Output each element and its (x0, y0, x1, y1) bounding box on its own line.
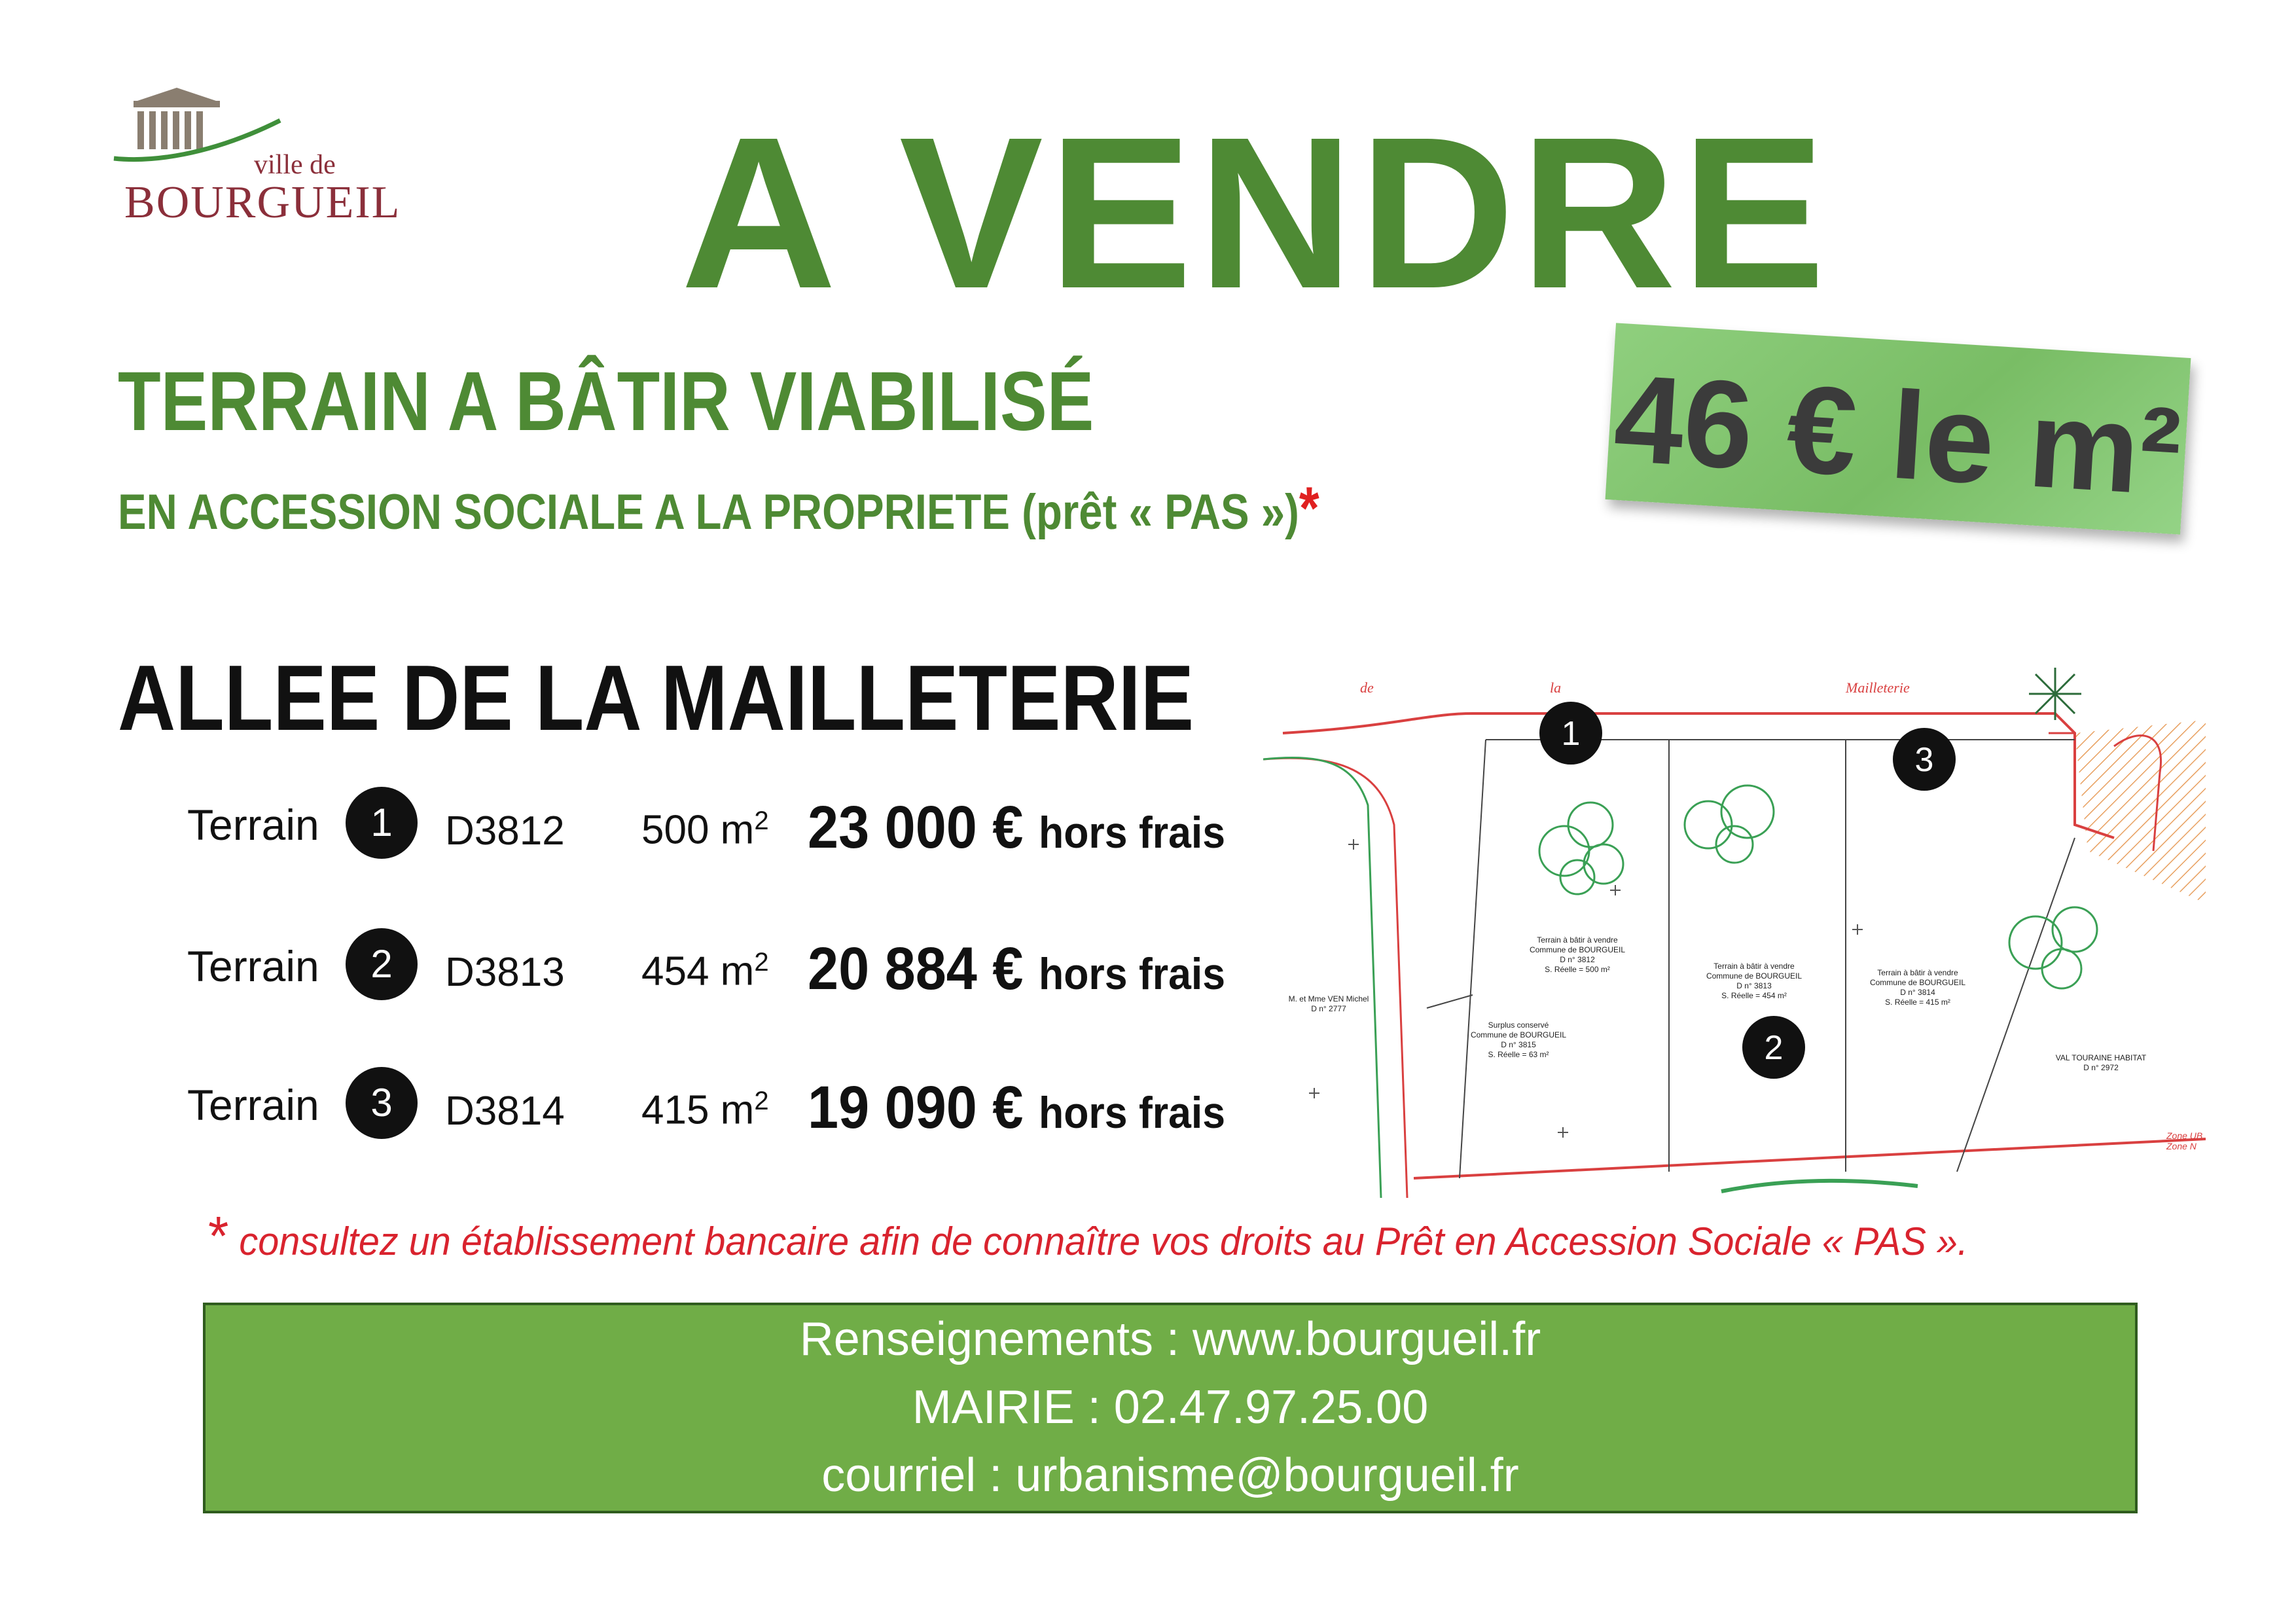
lot-area-value: 415 m (641, 1087, 755, 1133)
lot-price-value: 19 090 € (808, 1074, 1024, 1141)
north-arrow-icon (2029, 668, 2081, 720)
neighbor-label: VAL TOURAINE HABITAT (2055, 1053, 2147, 1062)
neighbor-label: D n° 2972 (2083, 1063, 2119, 1072)
parcel-note: D n° 3812 (1560, 955, 1595, 964)
lot-reference: D3813 (445, 950, 565, 995)
contact-website: Renseignements : www.bourgueil.fr (799, 1313, 1541, 1365)
parcel-note: S. Réelle = 415 m² (1885, 998, 1950, 1007)
subtitle: TERRAIN A BÂTIR VIABILISÉ (118, 355, 1094, 448)
lot-price (808, 793, 1225, 862)
parcel-note: Commune de BOURGUEIL (1529, 945, 1626, 954)
plan-marker: 2 (1764, 1029, 1784, 1067)
lot-reference: D3814 (445, 1089, 565, 1134)
parcel-note: Commune de BOURGUEIL (1470, 1030, 1567, 1039)
footnote-asterisk: * (208, 1205, 229, 1267)
parcel-note: Terrain à bâtir à vendre (1537, 935, 1618, 945)
headline: A VENDRE (681, 92, 1831, 333)
lot-price-suffix: hors frais (1038, 1088, 1226, 1138)
subline-text: EN ACCESSION SOCIALE A LA PROPRIETE (prêt « PAS ») (118, 484, 1299, 540)
lot-label: Terrain (187, 801, 319, 849)
parcel-note: Terrain à bâtir à vendre (1713, 962, 1795, 971)
lot-label: Terrain (187, 942, 319, 990)
lot-area-exponent: 2 (754, 1087, 769, 1115)
lot-number-badge: 1 (346, 787, 418, 859)
footnote-text: consultez un établissement bancaire afin de connaître vos droits au Prêt en Accession Sociale « PAS ». (239, 1219, 1968, 1263)
parcel-note: Commune de BOURGUEIL (1706, 971, 1803, 981)
lot-area-exponent: 2 (754, 806, 769, 835)
lot-price-suffix: hors frais (1038, 808, 1226, 857)
cadastral-plan (1263, 655, 2206, 1198)
subline (118, 475, 1319, 543)
lot-price (808, 1074, 1225, 1142)
parcel-note: S. Réelle = 500 m² (1545, 965, 1610, 974)
lot-area (641, 1087, 769, 1134)
lot-row (0, 778, 1244, 869)
road-label: Mailleterie (1846, 679, 1910, 696)
road-label: la (1550, 679, 1562, 696)
parcel-note: Terrain à bâtir à vendre (1877, 968, 1958, 977)
road-label: de (1360, 679, 1374, 696)
lot-number-badge: 3 (346, 1067, 418, 1139)
contact-email: courriel : urbanisme@bourgueil.fr (821, 1449, 1519, 1502)
lot-area (641, 806, 769, 854)
bourgueil-logo (111, 85, 401, 236)
parcel-note: S. Réelle = 63 m² (1488, 1050, 1549, 1059)
lot-price-suffix: hors frais (1038, 949, 1226, 999)
parcel-note: D n° 3814 (1900, 988, 1935, 997)
logo-tagline: ville de (254, 150, 336, 180)
parcel-note: D n° 3813 (1736, 981, 1772, 990)
logo-name: BOURGUEIL (124, 177, 401, 228)
lot-area-value: 500 m (641, 807, 755, 853)
zone-label: Zone UB (2166, 1130, 2203, 1141)
plan-marker: 1 (1561, 715, 1581, 753)
footnote (208, 1204, 1968, 1268)
contact-box (203, 1303, 2138, 1513)
parcel-note: Commune de BOURGUEIL (1869, 978, 1966, 987)
lot-area (641, 948, 769, 995)
lot-reference: D3812 (445, 808, 565, 854)
street-name: ALLEE DE LA MAILLETERIE (118, 646, 1194, 750)
neighbor-label: D n° 2777 (1311, 1004, 1346, 1013)
lot-label: Terrain (187, 1081, 319, 1129)
price-per-m2-text: 46 € le m² (1610, 348, 2185, 522)
parcel-note: S. Réelle = 454 m² (1721, 991, 1787, 1000)
lot-price (808, 935, 1225, 1003)
lot-price-value: 23 000 € (808, 794, 1024, 861)
parcel-note: Surplus conservé (1488, 1020, 1549, 1030)
zone-label: Zone N (2166, 1141, 2197, 1151)
lot-row (0, 1058, 1244, 1149)
neighbor-label: M. et Mme VEN Michel (1288, 994, 1369, 1003)
lot-area-exponent: 2 (754, 948, 769, 977)
plan-marker: 3 (1914, 741, 1934, 779)
contact-phone: MAIRIE : 02.47.97.25.00 (912, 1381, 1429, 1434)
price-per-m2-tag (1605, 323, 2191, 534)
lot-price-value: 20 884 € (808, 935, 1024, 1002)
lot-number-badge: 2 (346, 928, 418, 1000)
parcel-note: D n° 3815 (1501, 1040, 1536, 1049)
subline-asterisk: * (1299, 475, 1319, 542)
lot-area-value: 454 m (641, 948, 755, 994)
lot-row (0, 919, 1244, 1011)
